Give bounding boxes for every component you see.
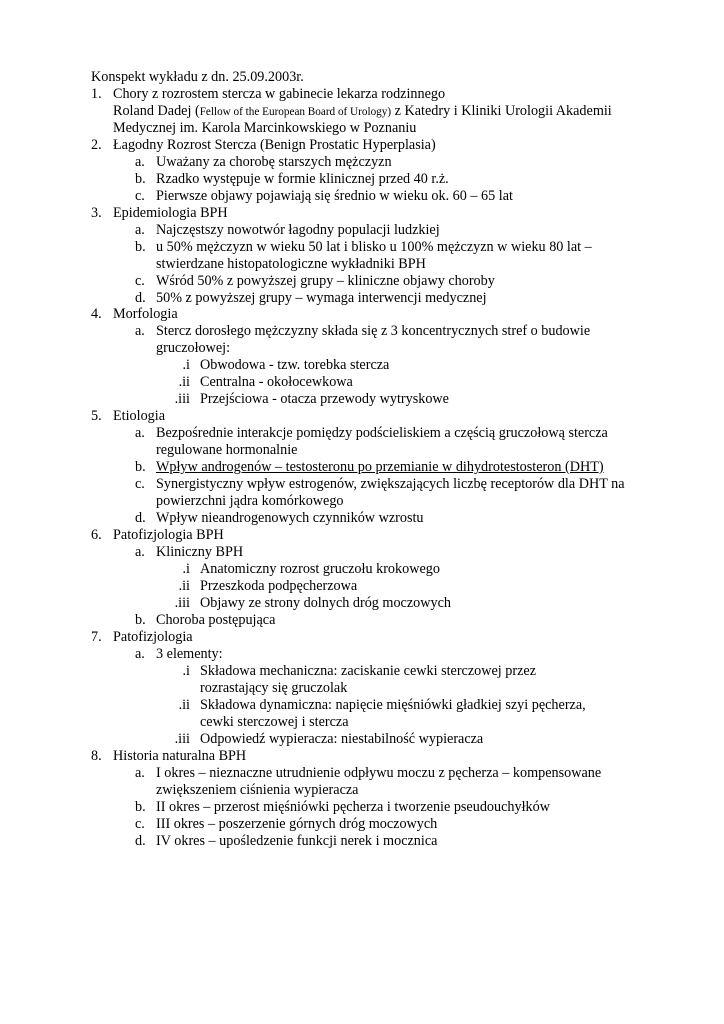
section-number: 2. bbox=[91, 137, 102, 153]
sub-list-item: Przeszkoda podpęcherzowa bbox=[200, 578, 358, 594]
section-number: 4. bbox=[91, 306, 102, 322]
list-item: II okres – przerost mięśniówki pęcherza i tworzenie pseudouchyłków bbox=[156, 799, 550, 815]
sub-list-item: Objawy ze strony dolnych dróg moczowych bbox=[200, 595, 451, 611]
sub-list-item-continuation: cewki sterczowej i stercza bbox=[200, 714, 349, 730]
list-item: Bezpośrednie interakcje pomiędzy podścieliskiem a częścią gruczołową stercza bbox=[156, 425, 608, 441]
item-marker: b. bbox=[135, 459, 146, 475]
section-number: 6. bbox=[91, 527, 102, 543]
author-line bbox=[113, 103, 612, 121]
document-title: Konspekt wykładu z dn. 25.09.2003r. bbox=[91, 69, 304, 85]
list-item-continuation: gruczołowej: bbox=[156, 340, 231, 356]
section-title: Epidemiologia BPH bbox=[113, 205, 228, 221]
item-marker: d. bbox=[135, 510, 146, 526]
sub-list-item: Obwodowa - tzw. torebka stercza bbox=[200, 357, 390, 373]
list-item: Pierwsze objawy pojawiają się średnio w wieku ok. 60 – 65 lat bbox=[156, 188, 513, 204]
list-item: Najczęstszy nowotwór łagodny populacji ludzkiej bbox=[156, 222, 440, 238]
item-marker: c. bbox=[135, 476, 145, 492]
list-item: I okres – nieznaczne utrudnienie odpływu moczu z pęcherza – kompensowane bbox=[156, 765, 602, 781]
author-fellow: Fellow of the European Board of Urology) bbox=[199, 106, 392, 118]
section-number: 3. bbox=[91, 205, 102, 221]
list-item-continuation: regulowane hormonalnie bbox=[156, 442, 298, 458]
sub-list-item: Anatomiczny rozrost gruczołu krokowego bbox=[200, 561, 440, 577]
list-item: Stercz dorosłego mężczyzny składa się z 3 koncentrycznych stref o budowie bbox=[156, 323, 591, 339]
item-marker: c. bbox=[135, 273, 145, 289]
item-marker: a. bbox=[135, 222, 145, 238]
item-marker: a. bbox=[135, 544, 145, 560]
section-title: Chory z rozrostem stercza w gabinecie lekarza rodzinnego bbox=[113, 86, 446, 102]
section-title: Patofizjologia bbox=[113, 629, 193, 645]
sub-list-item: Składowa mechaniczna: zaciskanie cewki sterczowej przez bbox=[200, 663, 536, 679]
item-marker: a. bbox=[135, 154, 145, 170]
list-item: Wśród 50% z powyższej grupy – kliniczne objawy choroby bbox=[156, 273, 495, 289]
list-item: Choroba postępująca bbox=[156, 612, 276, 628]
sub-list-item: Składowa dynamiczna: napięcie mięśniówki gładkiej szyi pęcherza, bbox=[200, 697, 586, 713]
list-item: III okres – poszerzenie górnych dróg moczowych bbox=[156, 816, 438, 832]
item-marker: b. bbox=[135, 239, 146, 255]
item-marker: a. bbox=[135, 425, 145, 441]
list-item: Uważany za chorobę starszych mężczyzn bbox=[156, 154, 392, 170]
list-item-continuation: powierzchni jądra komórkowego bbox=[156, 493, 344, 509]
item-marker: a. bbox=[135, 646, 145, 662]
list-item: u 50% mężczyzn w wieku 50 lat i blisko u 100% mężczyzn w wieku 80 lat – bbox=[156, 239, 592, 255]
list-item: Kliniczny BPH bbox=[156, 544, 244, 560]
section-number: 8. bbox=[91, 748, 102, 764]
section-number: 1. bbox=[91, 86, 102, 102]
item-marker: b. bbox=[135, 799, 146, 815]
item-marker: a. bbox=[135, 323, 145, 339]
list-item: IV okres – upośledzenie funkcji nerek i mocznica bbox=[156, 833, 438, 849]
sub-list-item: Centralna - okołocewkowa bbox=[200, 374, 353, 390]
author-name: Roland Dadej ( bbox=[113, 103, 200, 119]
document-page: Konspekt wykładu z dn. 25.09.2003r. 1. Chory z rozrostem stercza w gabinecie lekarza rodzinnego Roland Dadej (Fellow of the European Board of Urology) z Katedry i Kliniki Urologii Akademii Medycznej im. Karola Marcinkowskiego w Poznaniu 2. Łagodny Rozrost Stercza (Benign Prostatic Hyperplasia) a. Uważany za chorobę starszych mężczyzn b. Rzadko występuje w formie klinicznej przed 40 r.ż. c. Pierwsze objawy pojawiają się średnio w wieku ok. 60 – 65 lat 3. Epidemiologia BPH a. Najczęstszy nowotwór łagodny populacji ludzkiej b. u 50% mężczyzn w wieku 50 lat i blisko u 100% mężczyzn w wieku 80 lat – stwierdzane histopatologiczne wykładniki BPH c. Wśród 50% z powyższej grupy – kliniczne objawy choroby d. 50% z powyższej grupy – wymaga interwencji medycznej 4. Morfologia a. Stercz dorosłego mężczyzny składa się z 3 koncentrycznych stref o budowie gruczołowej: i. Obwodowa - tzw. torebka stercza ii. Centralna - okołocewkowa iii. Przejściowa - otacza przewody wytryskowe 5. Etiologia a. Bezpośrednie interakcje pomiędzy podścieliskiem a częścią gruczołową stercza regulowane hormonalnie b. Wpływ androgenów – testosteronu po przemianie w dihydrotestosteron (DHT) c. Synergistyczny wpływ estrogenów, zwiększających liczbę receptorów dla DHT na powierzchni jądra komórkowego d. Wpływ nieandrogenowych czynników wzrostu 6. Patofizjologia BPH a. Kliniczny BPH i. Anatomiczny rozrost gruczołu krokowego ii. Przeszkoda podpęcherzowa iii. Objawy ze strony dolnych dróg moczowych b. Choroba postępująca 7. Patofizjologia a. 3 elementy: i. Składowa mechaniczna: zaciskanie cewki sterczowej przez rozrastający się gruczolak ii. Składowa dynamiczna: napięcie mięśniówki gładkiej szyi pęcherza, cewki sterczowej i stercza iii. Odpowiedź wypieracza: niestabilność wypieracza 8. Historia naturalna BPH a. I okres – nieznaczne utrudnienie odpływu moczu z pęcherza – kompensowane zwiększeniem ciśnienia wypieracza b. II okres – przerost mięśniówki pęcherza i tworzenie pseudouchyłków c. III okres – poszerzenie górnych dróg moczowych d. IV okres – upośledzenie funkcji nerek i mocznica bbox=[91, 69, 625, 849]
section-title: Patofizjologia BPH bbox=[113, 527, 224, 543]
section-number: 7. bbox=[91, 629, 102, 645]
author-affiliation: z Katedry i Kliniki Urologii Akademii bbox=[391, 103, 612, 119]
list-item: 50% z powyższej grupy – wymaga interwencji medycznej bbox=[156, 290, 487, 306]
section-title: Łagodny Rozrost Stercza (Benign Prostatic Hyperplasia) bbox=[113, 137, 436, 153]
item-marker: d. bbox=[135, 290, 146, 306]
item-marker: c. bbox=[135, 816, 145, 832]
list-item-continuation: zwiększeniem ciśnienia wypieracza bbox=[156, 782, 359, 798]
section-number: 5. bbox=[91, 408, 102, 424]
list-item: Rzadko występuje w formie klinicznej przed 40 r.ż. bbox=[156, 171, 449, 187]
sub-list-item: Przejściowa - otacza przewody wytryskowe bbox=[200, 391, 449, 407]
sub-list-item-continuation: rozrastający się gruczolak bbox=[200, 680, 348, 696]
section-title: Morfologia bbox=[113, 306, 178, 322]
list-item: Synergistyczny wpływ estrogenów, zwiększających liczbę receptorów dla DHT na bbox=[156, 476, 625, 492]
section-title: Historia naturalna BPH bbox=[113, 748, 247, 764]
list-item-underlined: Wpływ androgenów – testosteronu po przemianie w dihydrotestosteron (DHT) bbox=[156, 459, 604, 475]
list-item-continuation: stwierdzane histopatologiczne wykładniki BPH bbox=[156, 256, 426, 272]
item-marker: b. bbox=[135, 171, 146, 187]
item-marker: b. bbox=[135, 612, 146, 628]
sub-list-item: Odpowiedź wypieracza: niestabilność wypieracza bbox=[200, 731, 484, 747]
item-marker: c. bbox=[135, 188, 145, 204]
list-item: Wpływ nieandrogenowych czynników wzrostu bbox=[156, 510, 424, 526]
section-title: Etiologia bbox=[113, 408, 166, 424]
list-item: 3 elementy: bbox=[156, 646, 223, 662]
author-affiliation-line2: Medycznej im. Karola Marcinkowskiego w Poznaniu bbox=[113, 120, 417, 136]
item-marker: d. bbox=[135, 833, 146, 849]
item-marker: a. bbox=[135, 765, 145, 781]
